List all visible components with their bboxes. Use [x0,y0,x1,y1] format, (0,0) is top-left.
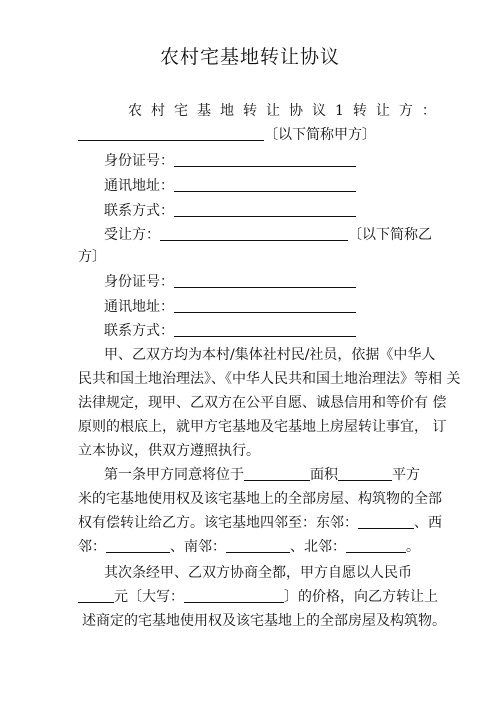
article-1-text-a: 第一条甲方同意将位于 [104,467,244,483]
price-capital-blank [184,588,284,603]
article-1-line-1 [104,464,420,486]
transferee-label: 受让方： [104,227,160,243]
area-blank [338,466,392,481]
party-b-address-blank [174,298,356,313]
south-neighbor-blank [226,538,290,553]
party-a-address-label: 通讯地址： [104,178,174,194]
party-a-id-row [104,150,356,172]
article-2-text-a: 元〔大写： [114,589,184,605]
article-1-text-b: 面积 [310,467,338,483]
transferor-header: 农村宅基地转让协议1转让方： [128,103,445,119]
party-a-id-label: 身份证号： [104,153,174,169]
party-b-id-blank [174,273,356,288]
location-blank [244,466,310,481]
article-1-line-3 [78,512,442,534]
party-b-address-label: 通讯地址： [104,299,174,315]
price-amount-blank [78,588,114,603]
party-a-name-blank [78,126,264,141]
party-b-id-label: 身份证号： [104,274,174,290]
party-b-contact-row [104,320,356,342]
party-a-contact-row [104,200,356,222]
party-a-address-row [104,175,356,197]
party-b-id-row [104,271,356,293]
article-1-end: 。 [406,539,420,555]
intro-line-4: 原则的根底上，就甲方宅基地及宅基地上房屋转让事宜， 订 [78,419,447,435]
article-2-text-b: 〕的价格，向乙方转让上 [284,589,438,605]
article-1-line-4 [78,536,420,558]
party-b-address-row [104,296,356,318]
party-b-suffix-cont: 方〕 [78,249,106,265]
intro-line-1: 甲、乙双方均为本村/集体社村民/社员，依据《中华人 [104,347,436,363]
party-a-suffix: 〔以下简称甲方〕 [264,127,376,143]
article-1-text-d: 权有偿转让给乙方。该宅基地四邻至：东邻： [78,515,358,531]
article-1-line-2: 米的宅基地使用权及该宅基地上的全部房屋、构筑物的全部 [78,491,442,507]
article-1-text-c: 平方 [392,467,420,483]
intro-line-3: 法律规定，现甲、乙双方在公平自愿、诚恳信用和等价有 偿 [78,395,447,411]
article-2-line-3: 述商定的宅基地使用权及该宅基地上的全部房屋及构筑物。 [82,613,446,629]
intro-line-5: 立本协议，供双方遵照执行。 [78,443,260,459]
party-b-contact-blank [174,322,356,337]
party-a-address-blank [174,177,356,192]
party-a-contact-label: 联系方式： [104,203,174,219]
document-title: 农村宅基地转让协议 [159,46,340,68]
south-label: 、南邻： [170,539,226,555]
article-2-line-1: 其次条经甲、乙双方协商全都，甲方自愿以人民币 [104,565,412,581]
east-neighbor-blank [358,514,414,529]
article-1-text-e: 、西 [414,515,442,531]
transferee-row [104,224,432,246]
west-neighbor-blank [106,538,170,553]
party-a-id-blank [174,152,356,167]
north-label: 、北邻： [290,539,346,555]
party-b-contact-label: 联系方式： [104,323,174,339]
north-neighbor-blank [346,538,406,553]
party-b-suffix: 〔以下简称乙 [348,227,432,243]
party-a-contact-blank [174,202,356,217]
transferee-name-blank [160,226,348,241]
article-2-line-2 [78,586,438,608]
west-label: 邻： [78,539,106,555]
intro-line-2: 民共和国土地治理法》、《中华人民共和国土地治理法》等相 关 [78,371,461,387]
party-a-line [78,124,376,146]
